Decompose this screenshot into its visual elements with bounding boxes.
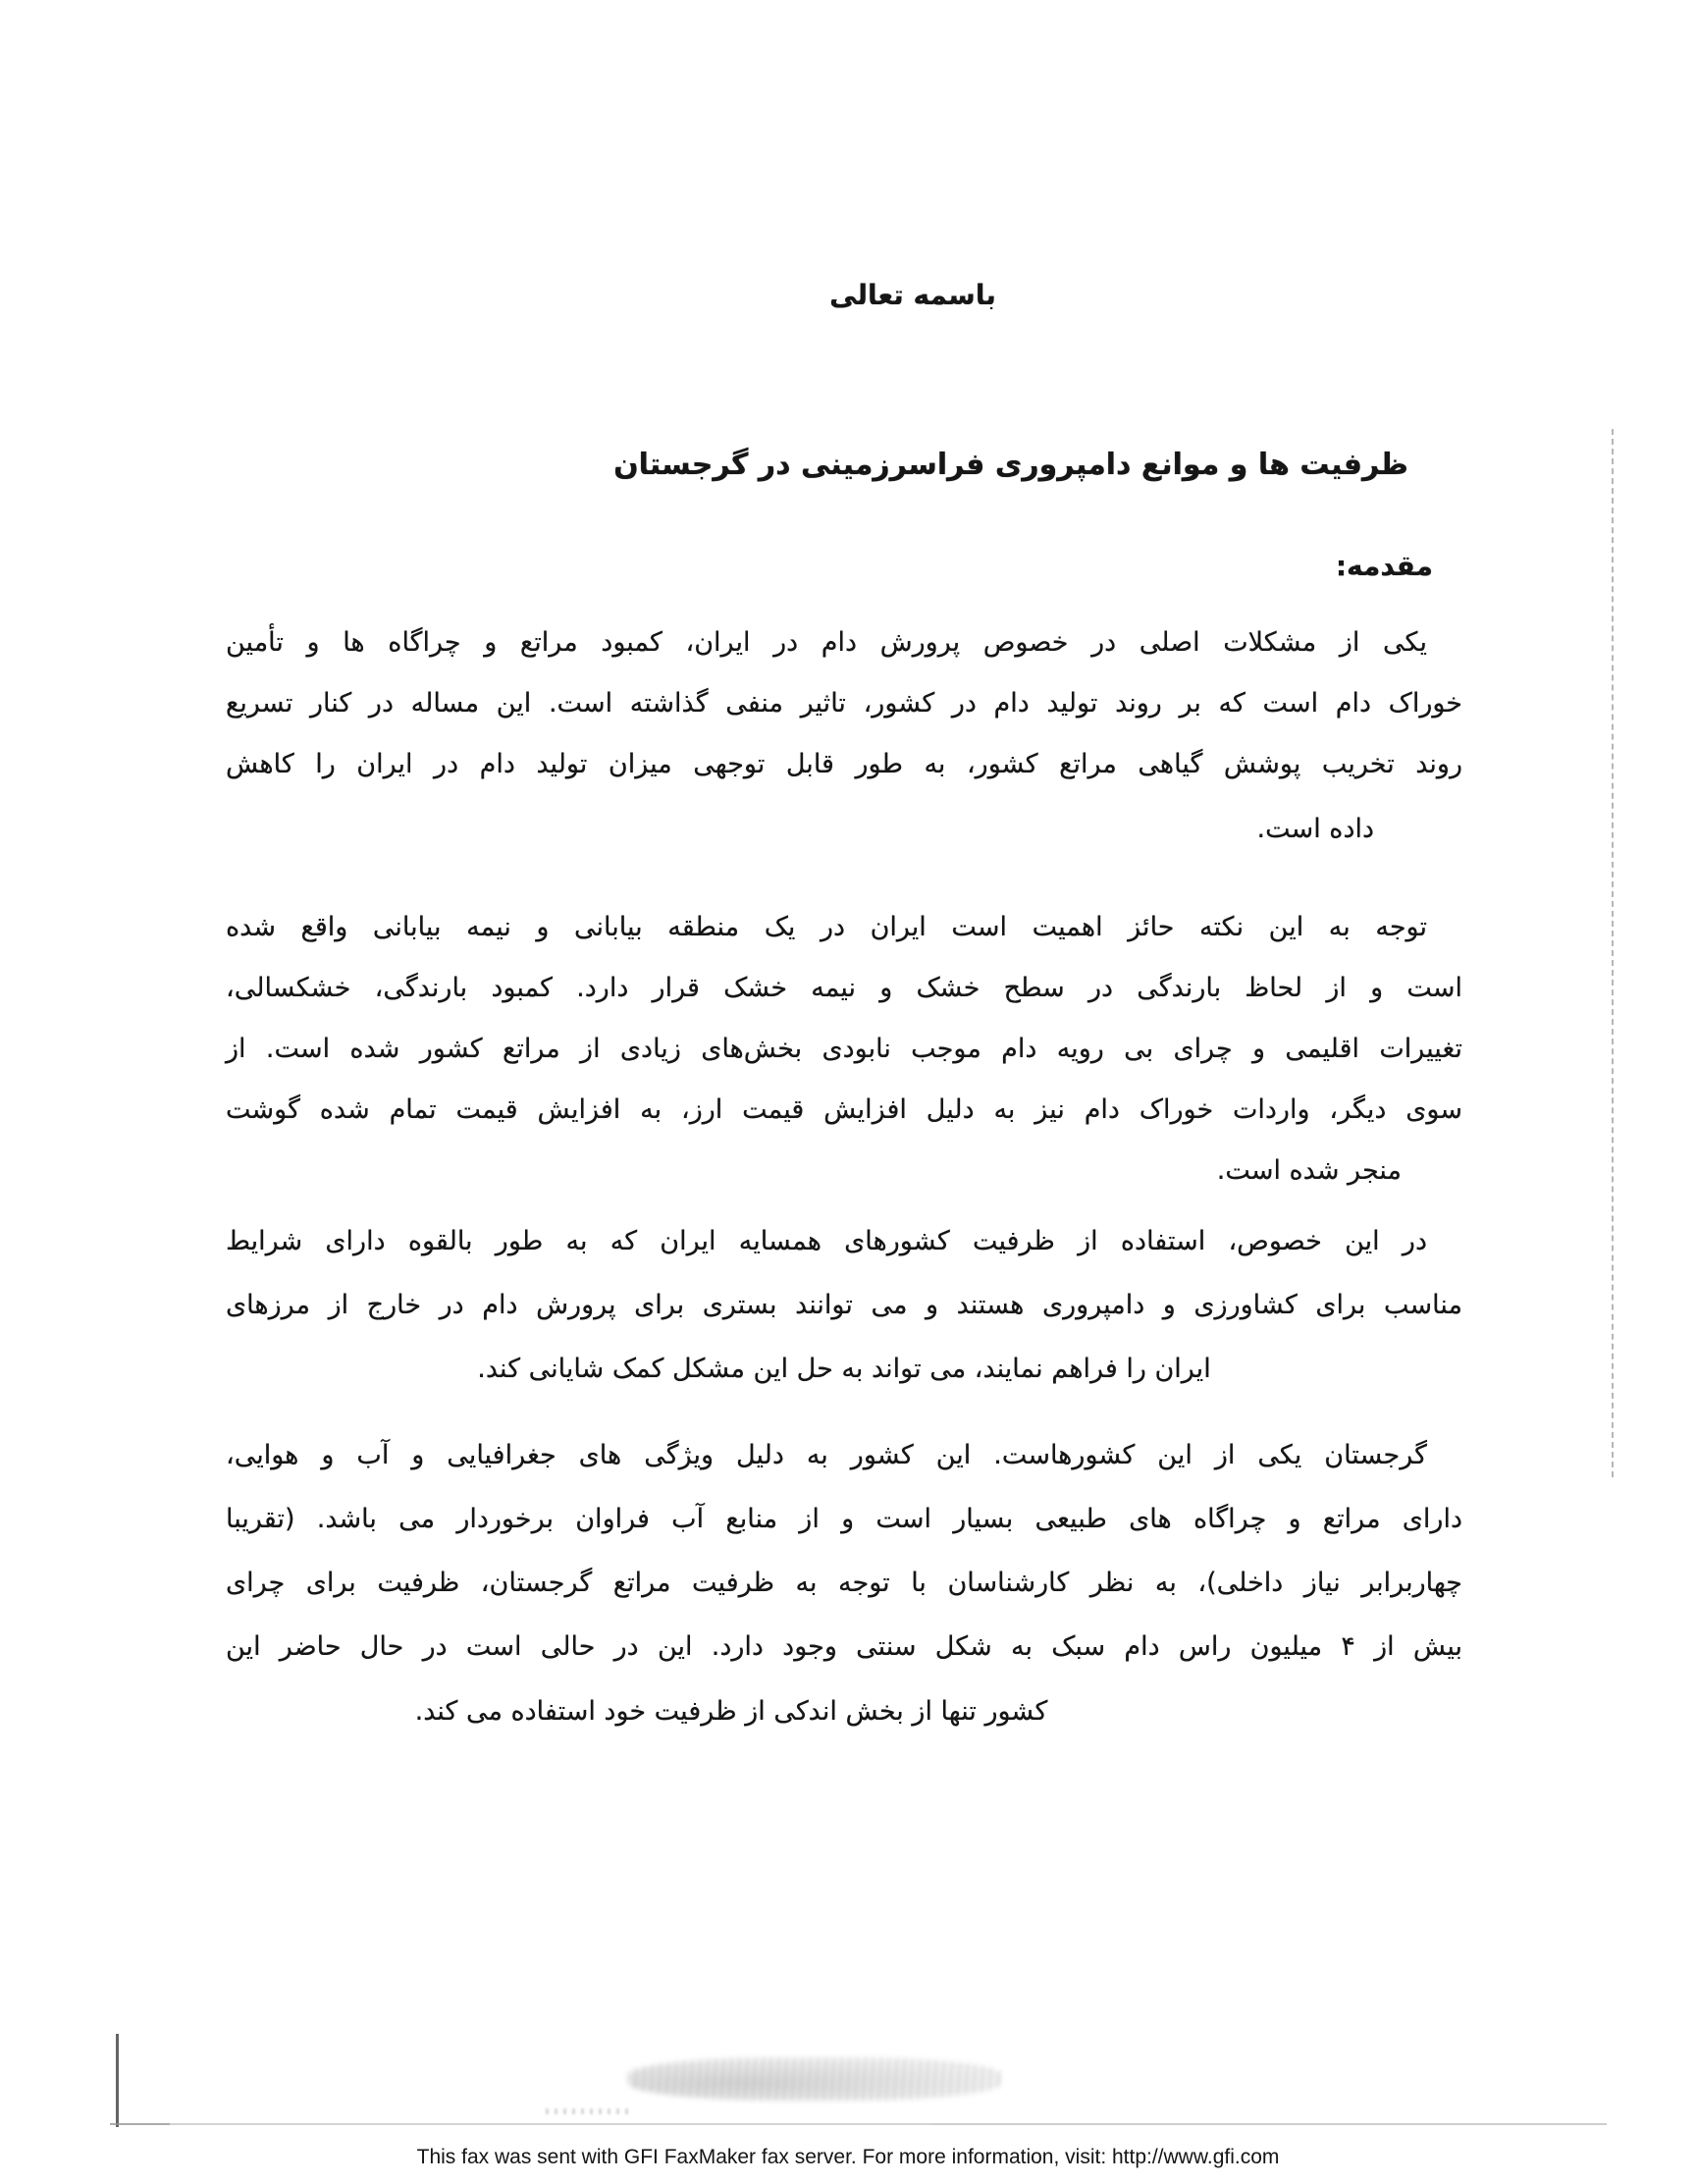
fax-footer-text: This fax was sent with GFI FaxMaker fax server. For more information, visit: http://www.gfi.com (416, 2146, 1280, 2168)
paragraph-line: روند تخریب پوشش گیاهی مراتع کشور، به طور قابل توجهی میزان تولید دام در ایران را کاهش (226, 749, 1462, 779)
document-title: ظرفیت ها و موانع دامپروری فراسرزمینی در گرجستان (613, 448, 1408, 482)
paragraph-line: در این خصوص، استفاده از ظرفیت کشورهای همسایه ایران که به طور بالقوه دارای شرایط (226, 1226, 1427, 1256)
illegible-smudge-dots (546, 2108, 634, 2114)
paragraph-line: گرجستان یکی از این کشورهاست. این کشور به دلیل ویژگی های جغرافیایی و آب و هوایی، (226, 1440, 1427, 1470)
paragraph-line: مناسب برای کشاورزی و دامپروری هستند و می توانند بستری برای پرورش دام در خارج از مرزهای (226, 1290, 1462, 1320)
paragraph-line: خوراک دام است که بر روند تولید دام در کشور، تاثیر منفی گذاشته است. این مساله در کنار تسریع (226, 688, 1462, 719)
paragraph-line: تغییرات اقلیمی و چرای بی رویه دام موجب نابودی بخش‌های زیادی از مراتع کشور شده است. از (226, 1034, 1462, 1064)
paragraph-line: یکی از مشکلات اصلی در خصوص پرورش دام در ایران، کمبود مراتع و چراگاه ها و تأمین (226, 627, 1427, 658)
paragraph-line: ایران را فراهم نمایند، می تواند به حل این مشکل کمک شایانی کند. (477, 1354, 1211, 1384)
paragraph-line: سوی دیگر، واردات خوراک دام نیز به دلیل افزایش قیمت ارز، به افزایش قیمت تمام شده گوشت (226, 1094, 1462, 1125)
paragraph-line: توجه به این نکته حائز اهمیت است ایران در یک منطقه بیابانی و نیمه بیابانی واقع شده (226, 912, 1427, 942)
paragraph-line: منجر شده است. (1216, 1155, 1402, 1186)
bottom-left-scan-mark (116, 2034, 119, 2127)
section-heading-introduction: مقدمه: (1335, 550, 1433, 582)
paragraph-line: چهاربرابر نیاز داخلی)، به نظر کارشناسان با توجه به ظرفیت مراتع گرجستان، ظرفیت برای چرای (226, 1568, 1462, 1598)
paragraph-line: کشور تنها از بخش اندکی از ظرفیت خود استفاده می کند. (414, 1696, 1048, 1727)
right-margin-dashed-line (1612, 429, 1614, 1477)
illegible-smudge (628, 2057, 1001, 2101)
bismillah-header: باسمه تعالی (829, 279, 996, 311)
paragraph-line: است و از لحاظ بارندگی در سطح خشک و نیمه خشک قرار دارد. کمبود بارندگی، خشکسالی، (226, 973, 1462, 1003)
paragraph-line: بیش از ۴ میلیون راس دام سبک به شکل سنتی وجود دارد. این در حالی است در حال حاضر این (226, 1631, 1463, 1662)
footer-divider-line (110, 2123, 1607, 2125)
paragraph-line: داده است. (1256, 814, 1374, 844)
paragraph-line: دارای مراتع و چراگاه های طبیعی بسیار است و از منابع آب فراوان برخوردار می باشد. (تقریبا (226, 1504, 1462, 1534)
